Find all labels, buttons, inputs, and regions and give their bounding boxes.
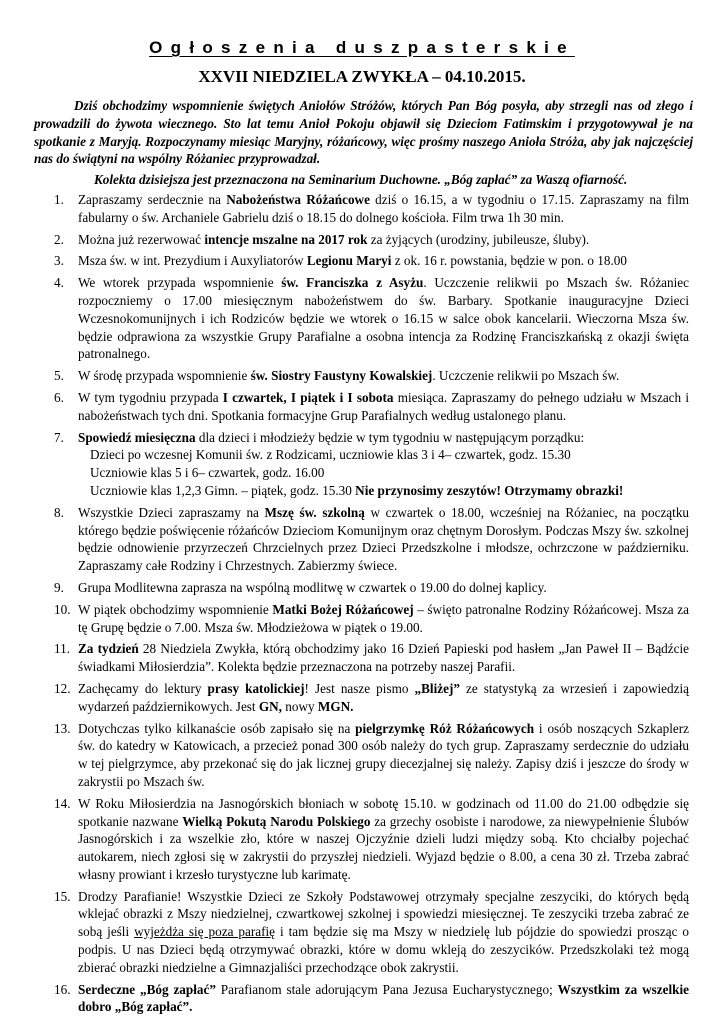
bold-text: Spowiedź miesięczna bbox=[78, 429, 196, 445]
item-number: 15. bbox=[54, 888, 71, 904]
item-text: Zapraszamy serdecznie na bbox=[78, 192, 227, 207]
bold-text: Serdeczne „Bóg zapłać” bbox=[78, 981, 216, 997]
announcement-item bbox=[54, 274, 689, 363]
announcement-list bbox=[0, 191, 724, 1020]
item-text: i tam będzie się ma Mszy w niedzielę lub pójdzie do spowiedzi prosząc o podpis. U nas Dzieci będą otrzymywać obrazki, które w domu wkleją do zeszycików. Przedszkolaki też mogą zbierać obrazki niedzielne a Gimnazjaliści przechodzące obok zakrystii. bbox=[78, 924, 689, 975]
item-text: . Uczczenie relikwii po Mszach św. Różaniec rozpoczniemy o 17.00 miesięcznym nabożeństwem do św. Barbary. Spotkanie inauguracyjne Dzieci Wczesnokomunijnych i ich Rodziców będzie we wtorek o 16.15 w salce obok kancelarii. Wieczorna Msza św. będzie odprawiona za wszystkie Grupy Parafialne a osobna intencja za Rodzinę Franciszkańską z okazji święta patronalnego. bbox=[78, 275, 689, 362]
item-text: i osób noszących Szkaplerz św. do katedry w Katowicach, a przecież ponad 300 osób należy do tych grup. Zapraszamy serdecznie do udziału w tej pielgrzymce, aby przekonać się do jak licznej grupy diecezjalnej się należy. Zapisy dziś i jeszcze do środy w zakrystii po Mszach św. bbox=[78, 720, 689, 789]
collection-note: Kolekta dzisiejsza jest przeznaczona na Seminarium Duchowne. „Bóg zapłać” za Waszą ofiarność. bbox=[94, 172, 628, 187]
item-text: miesiąca. Zapraszamy do pełnego udziału w Mszach i nabożeństwach tych dni. Spotkania formacyjne Grup Parafialnych według ustalonego planu. bbox=[78, 389, 689, 423]
item-text: Drodzy Parafianie! Wszystkie Dzieci ze Szkoły Podstawowej otrzymały specjalne zeszyciki, do których będą wklejać obrazki z Mszy niedzielnej, czwartkowej szkolnej i spowiedzi miesięcznej. Te zeszyciki trzeba zabrać ze sobą jeśli bbox=[78, 888, 689, 940]
item-text: Dotychczas tylko kilkanaście osób zapisało się na bbox=[78, 720, 356, 736]
item-text: W środę przypada wspomnienie bbox=[78, 368, 251, 384]
announcement-item bbox=[54, 680, 689, 716]
bold-text: św. Siostry Faustyny Kowalskiej bbox=[250, 368, 433, 384]
item-number: 11. bbox=[54, 641, 70, 657]
announcement-item bbox=[54, 389, 689, 425]
item-text: Wszystkie Dzieci zapraszamy na bbox=[78, 504, 265, 520]
bold-text: prasy katolickiej bbox=[207, 680, 305, 696]
item-text: Można już rezerwować bbox=[78, 231, 205, 247]
item-text: Uczniowie klas 5 i 6– czwartek, godz. 16.00 bbox=[90, 465, 325, 481]
bold-text: „Bliżej” bbox=[414, 680, 460, 696]
bold-text: Matki Bożej Różańcowej bbox=[272, 601, 414, 617]
announcement-item bbox=[54, 795, 689, 884]
announcement-item bbox=[54, 367, 689, 385]
item-text: z ok. 16 r. powstania, będzie w pon. o 18.00 bbox=[391, 253, 627, 269]
item-number: 4. bbox=[54, 275, 64, 291]
item-text: Uczniowie klas 1,2,3 Gimn. – piątek, godz. 15.30 bbox=[90, 482, 356, 498]
bold-text: pielgrzymkę Róż Różańcowych bbox=[355, 720, 535, 736]
bold-text: GN, bbox=[258, 698, 282, 714]
bold-text: MGN. bbox=[317, 698, 354, 714]
item-number: 2. bbox=[54, 231, 64, 247]
item-number: 13. bbox=[54, 720, 71, 736]
item-text: W piątek obchodzimy wspomnienie bbox=[78, 601, 273, 617]
announcement-item bbox=[54, 191, 689, 227]
bold-text: św. Franciszka z Asyżu bbox=[281, 275, 424, 291]
bold-text: Legionu Maryi bbox=[306, 253, 392, 269]
item-number: 7. bbox=[54, 429, 64, 445]
bold-text: I czwartek, I piątek i I sobota bbox=[222, 389, 394, 405]
announcement-item bbox=[54, 601, 689, 637]
announcement-item bbox=[54, 720, 689, 791]
item-text: Msza św. w int. Prezydium i Auxyliatorów bbox=[78, 253, 307, 269]
bold-text: Nabożeństwa Różańcowe bbox=[226, 192, 370, 207]
item-text: – święto patronalne Rodziny Różańcowej. Msza za tę Grupę będzie o 7.00. Msza św. Młodzieżowa w piątek o 19.00. bbox=[78, 601, 689, 635]
item-text: ! Jest nasze pismo bbox=[304, 680, 415, 696]
announcement-item bbox=[54, 981, 689, 1017]
bold-text: Wszystkim za wszelkie dobro „Bóg zapłać”. bbox=[78, 981, 689, 1015]
bold-text: intencje mszalne na 2017 rok bbox=[204, 231, 368, 247]
item-text: ze statystyką za wrzesień i zapowiedzią wydarzeń październikowych. Jest bbox=[78, 680, 689, 714]
schedule-line bbox=[78, 482, 689, 500]
announcement-item bbox=[54, 429, 689, 500]
item-number: 6. bbox=[54, 389, 64, 405]
announcement-item bbox=[54, 640, 689, 676]
announcement-item bbox=[54, 504, 690, 575]
item-number: 1. bbox=[54, 192, 64, 207]
item-number: 14. bbox=[54, 795, 71, 811]
announcement-item bbox=[54, 231, 689, 249]
item-text: w czwartek o 18.00, wcześniej na Różaniec, na początku którego będzie poświęcenie różańców Dzieciom Komunijnym oraz chętnym Dorosłym. Podczas Mszy św. szkolnej będzie odnowienie przyrzeczeń Chrzcielnych przez Dzieci Przedszkolne i młodsze, ochrzczone w październiku. Zapraszamy całe Rodziny i Chrzestnych. Zabierzmy świece. bbox=[78, 504, 690, 574]
intro-paragraph: Dziś obchodzimy wspomnienie świętych Aniołów Stróżów, których Pan Bóg posyła, aby strzegli nas od złego i prowadzili do żywota wiecznego. Sto lat temu Anioł Pokoju objawił się Dzieciom Fatimskim i przygotowywał je na spotkanie z Maryją. Rozpoczynamy miesiąc Maryjny, różańcowy, więc prośmy naszego Anioła Stróża, aby jak najczęściej nas do świątyni na wspólny Różaniec przyprowadzał. bbox=[34, 98, 693, 167]
item-number: 16. bbox=[54, 981, 71, 997]
item-text: We wtorek przypada wspomnienie bbox=[78, 275, 282, 291]
item-text: Dzieci po wczesnej Komunii św. z Rodzicami, uczniowie klas 3 i 4– czwartek, godz. 15.30 bbox=[90, 447, 571, 463]
item-text: . Uczczenie relikwii po Mszach św. bbox=[432, 368, 620, 384]
underlined-text: wyjeżdża się poza parafię bbox=[134, 924, 276, 940]
announcement-item bbox=[54, 888, 689, 977]
item-text: za grzechy osobiste i narodowe, za niewypełnienie Ślubów Jasnogórskich i za wszelkie zło, które w naszej Ojczyźnie dzieli ludzi między sobą. Kto chciałby pojechać autokarem, niech zgłosi się w zakrystii do przyszłej niedzieli. Wyjazd będzie o 8.00, a cena 30 zł. Trzeba zabrać własny prowiant i krzesło turystyczne lub karimatę. bbox=[78, 813, 689, 882]
item-number: 12. bbox=[54, 680, 71, 696]
announcement-item bbox=[54, 252, 689, 270]
item-number: 3. bbox=[54, 253, 64, 269]
item-text: nowy bbox=[281, 698, 318, 714]
schedule-line bbox=[78, 464, 689, 482]
schedule-line bbox=[78, 446, 689, 464]
item-number: 8. bbox=[54, 504, 64, 520]
item-number: 9. bbox=[54, 579, 64, 595]
item-text: dziś o 16.15, a w tygodniu o 17.15. Zapraszamy na film fabularny o św. Archaniele Gabrielu dziś o 18.15 do dolnego kościoła. Film trwa 1h 30 min. bbox=[78, 192, 689, 225]
bold-text: Wielką Pokutą Narodu Polskiego bbox=[182, 813, 371, 829]
item-text: za żyjących (urodziny, jubileusze, śluby). bbox=[367, 231, 590, 247]
announcement-item bbox=[54, 579, 689, 597]
bold-text: Nie przynosimy zeszytów! Otrzymamy obrazki! bbox=[355, 482, 624, 498]
item-text: W Roku Miłosierdzia na Jasnogórskich błoniach w sobotę 15.10. w godzinach od 11.00 do 21.00 odbędzie się spotkanie nazwane bbox=[78, 795, 689, 829]
bold-text: Za tydzień bbox=[78, 641, 139, 657]
item-text: dla dzieci i młodzieży będzie w tym tygodniu w następującym porządku: bbox=[195, 429, 585, 445]
item-text: Parafianom stale adorującym Pana Jezusa Eucharystycznego; bbox=[215, 981, 558, 997]
page-subtitle: XXVII NIEDZIELA ZWYKŁA – 04.10.2015. bbox=[198, 67, 526, 86]
item-number: 5. bbox=[54, 368, 64, 384]
bold-text: Mszę św. szkolną bbox=[264, 504, 365, 520]
item-text: 28 Niedziela Zwykła, którą obchodzimy jako 16 Dzień Papieski pod hasłem „Jan Paweł II – Bądźcie świadkami Miłosierdzia”. Kolekta będzie przeznaczona na potrzeby naszej Parafii. bbox=[78, 641, 689, 675]
item-text: Grupa Modlitewna zaprasza na wspólną modlitwę w czwartek o 19.00 do dolnej kaplicy. bbox=[78, 579, 547, 595]
item-number: 10. bbox=[54, 601, 71, 617]
item-text: Zachęcamy do lektury bbox=[78, 680, 208, 696]
page-title: Ogłoszenia duszpasterskie bbox=[149, 38, 575, 57]
item-text: W tym tygodniu przypada bbox=[78, 389, 223, 405]
